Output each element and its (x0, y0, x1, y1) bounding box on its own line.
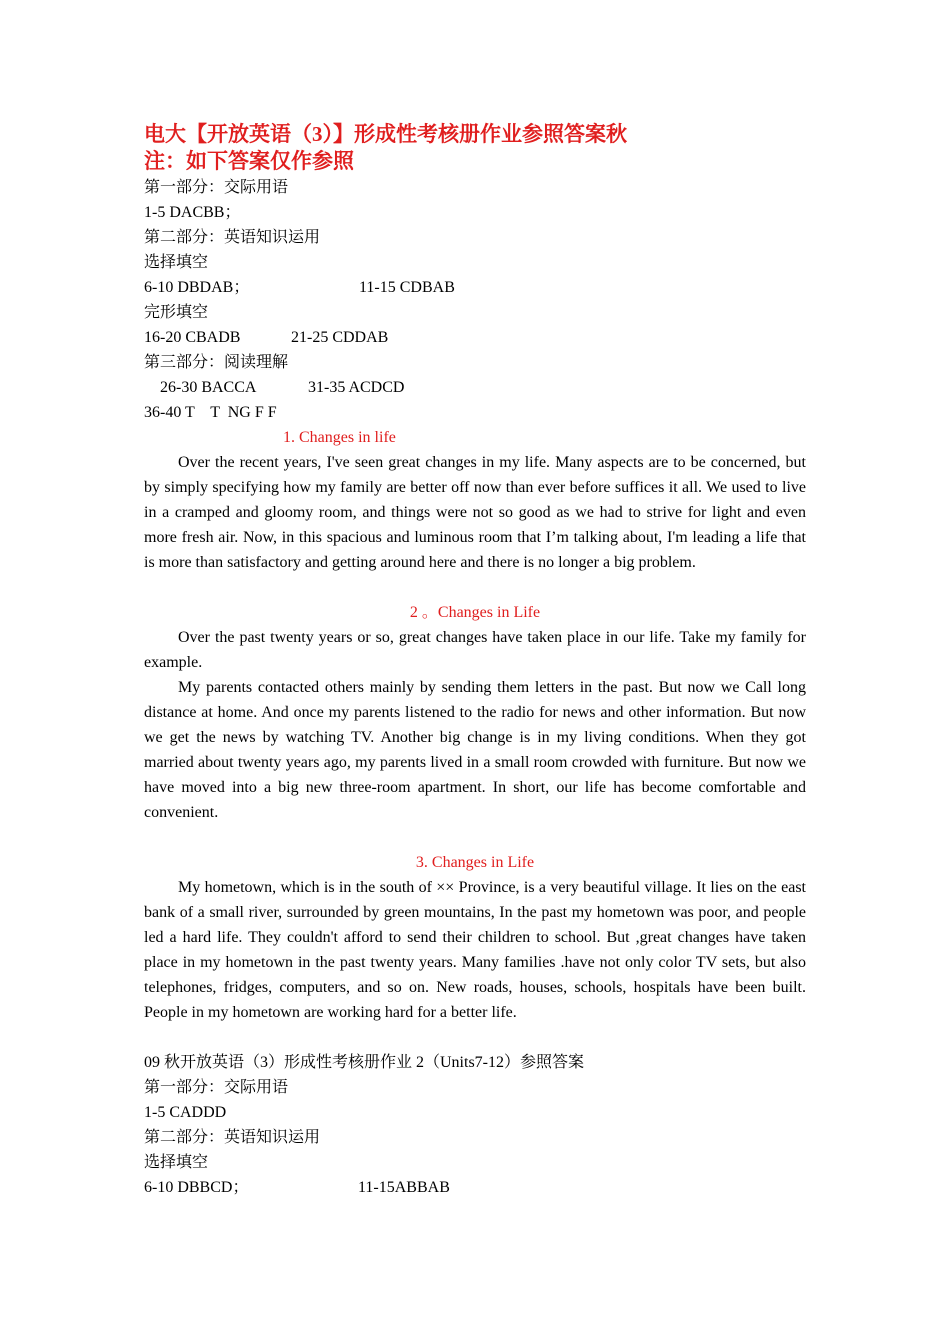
work2-part1-answers: 1-5 CADDD (144, 1104, 227, 1121)
work2-choice-answers-row (144, 1175, 806, 1200)
document-title: 电大【开放英语（3）】形成性考核册作业参照答案秋 (144, 122, 627, 146)
work2-choice-answers-b: 11-15ABBAB (358, 1179, 450, 1196)
part3-label: 第三部分：阅读理解 (144, 354, 289, 371)
cloze-answers-b: 21-25 CDDAB (291, 329, 389, 346)
cloze-answers-row (144, 325, 806, 350)
essay-2-paragraph: My parents contacted others mainly by sending them letters in the past. But now we Call long distance at home. And once my parents listened to the radio for news and other information. But now we get the news by watching TV. Another big change is in my living conditions. When they got married about twenty years ago, my parents lived in a small room crowded with furniture. But now we have moved into a big new three-room apartment. In short, our life has become comfortable and convenient. (144, 679, 806, 821)
essay-1-heading: 1. Changes in life (283, 429, 396, 446)
work2-part1-label: 第一部分：交际用语 (144, 1079, 289, 1096)
reading-answers-b: 31-35 ACDCD (308, 379, 405, 396)
work2-choice-answers-a: 6-10 DBBCD； (144, 1179, 249, 1196)
essay-1-paragraph: Over the recent years, I've seen great changes in my life. Many aspects are to be concerned, but by simply specifying how my family are better off now than ever before suffices it all. We used to live in a cramped and gloomy room, and things were not so good as we had to strive for light and even more fresh air. Now, in this spacious and luminous room that I’m talking about, I'm leading a life that is more than satisfactory and getting around here and there is no longer a big problem. (144, 454, 806, 571)
cloze-answers-a: 16-20 CBADB (144, 329, 241, 346)
choice-label: 选择填空 (144, 254, 209, 271)
essay-3-paragraph: My hometown, which is in the south of ×× Province, is a very beautiful village. It lies on the east bank of a small river, surrounded by green mountains, In the past my hometown was poor, and people led a hard life. They couldn't afford to send their children to school. But ,great changes have taken place in my hometown in the past twenty years. Many families .have not only color TV sets, but also telephones, fridges, computers, and so on. New roads, houses, schools, hospitals have been built. People in my hometown are working hard for a better life. (144, 879, 806, 1021)
part2-label: 第二部分：英语知识运用 (144, 229, 321, 246)
work2-title: 09 秋开放英语（3）形成性考核册作业 2（Units7-12）参照答案 (144, 1054, 585, 1071)
reading-answers-row (144, 375, 806, 400)
spacer (144, 1025, 806, 1050)
reading-answers-a: 26-30 BACCA (160, 379, 257, 396)
spacer (144, 825, 806, 850)
part1-answers: 1-5 DACBB； (144, 204, 241, 221)
spacer (144, 575, 806, 600)
part1-label: 第一部分：交际用语 (144, 179, 289, 196)
essay-3-heading: 3. Changes in Life (415, 854, 535, 871)
choice-answers-a: 6-10 DBDAB； (144, 279, 250, 296)
choice-answers-row (144, 275, 806, 300)
essay-2-paragraph: Over the past twenty years or so, great changes have taken place in our life. Take my family for example. (144, 629, 806, 671)
document-page (144, 121, 806, 1200)
document-note: 注：如下答案仅作参照 (144, 149, 354, 173)
choice-answers-b: 11-15 CDBAB (359, 279, 455, 296)
work2-choice-label: 选择填空 (144, 1154, 209, 1171)
cloze-label: 完形填空 (144, 304, 209, 321)
work2-part2-label: 第二部分：英语知识运用 (144, 1129, 321, 1146)
essay-2-heading: 2 。Changes in Life (409, 604, 541, 621)
tf-answers: 36-40 T T NG F F (144, 404, 277, 421)
